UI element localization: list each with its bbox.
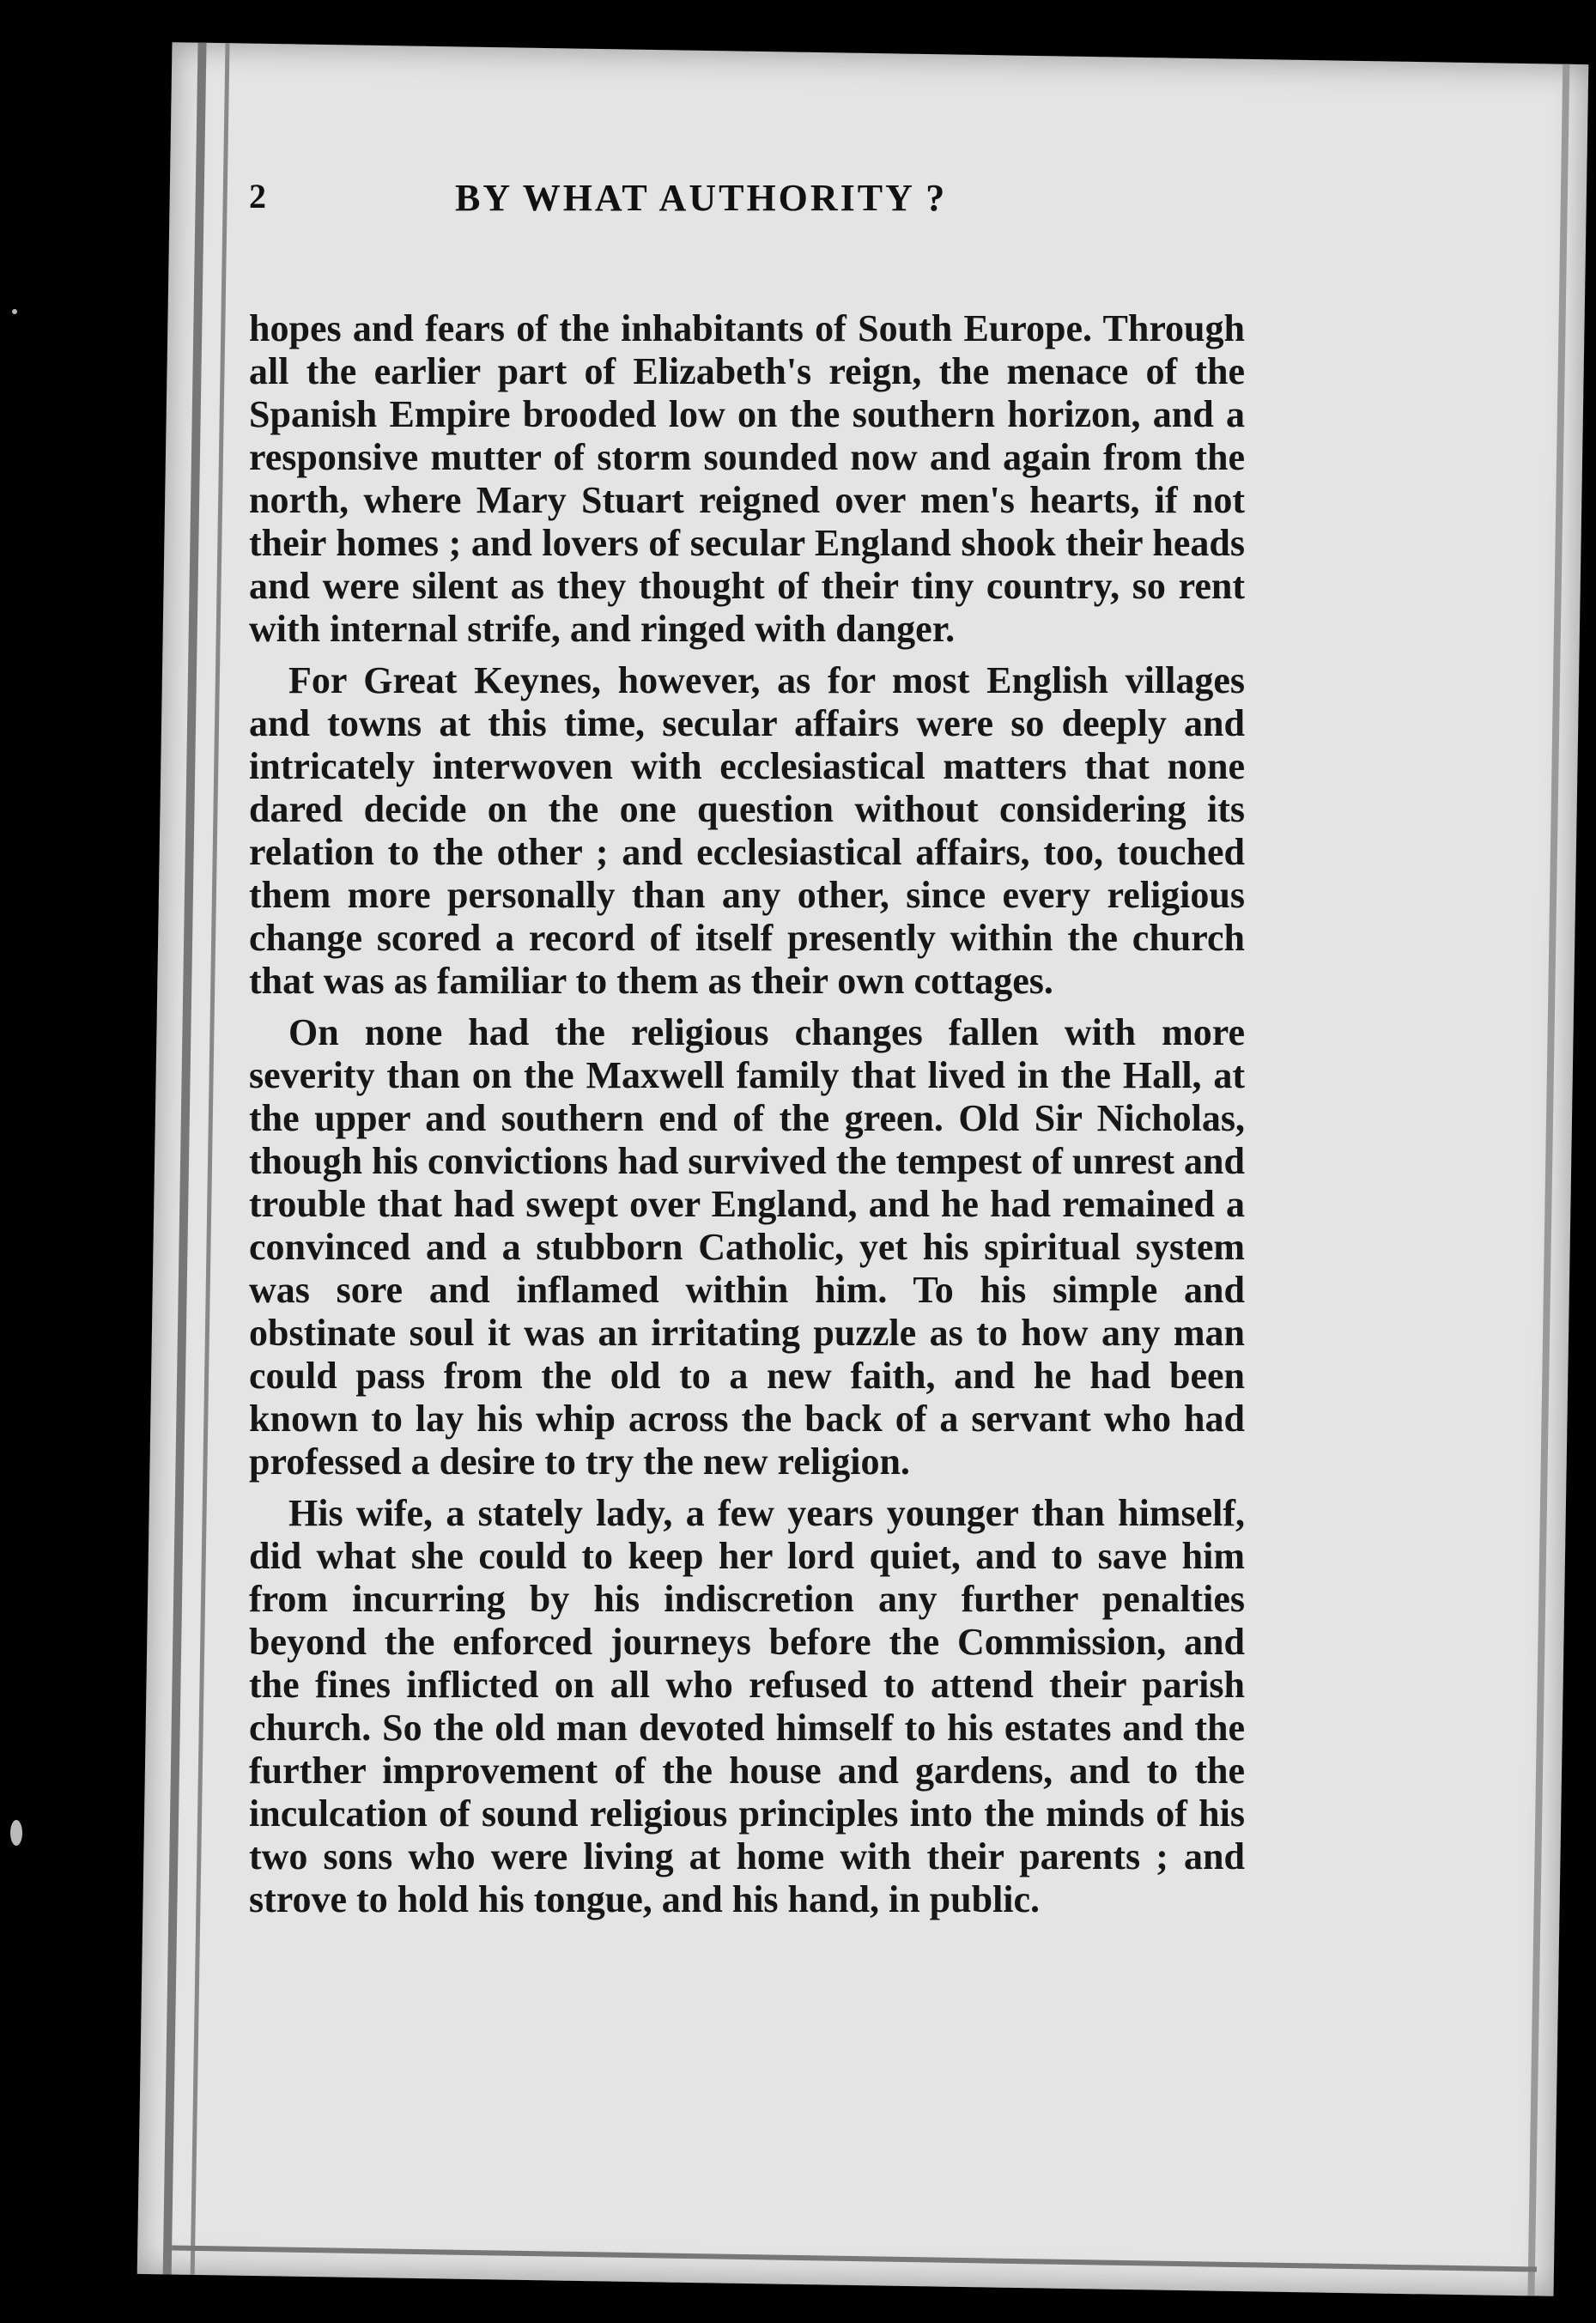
scan-speck [10, 1820, 22, 1846]
body-text [249, 307, 1245, 1930]
paragraph-4: His wife, a stately lady, a few years younger than himself, did what she could to keep her lord quiet, and to save him from incurring by his indiscretion any further penalties beyond the enforced journeys before the Commission, and the fines inflicted on all who refused to attend their parish church. So the old man devoted himself to his estates and the further improvement of the house and gardens, and to the inculcation of sound religious principles into the minds of his two sons who were living at home with their parents ; and strove to hold his tongue, and his hand, in public. [249, 1492, 1245, 1920]
page-header [249, 176, 1322, 227]
page-edge-left [163, 43, 207, 2275]
page-number: 2 [249, 177, 266, 215]
running-title: BY WHAT AUTHORITY ? [455, 177, 948, 219]
paragraph-1: hopes and fears of the inhabitants of South Europe. Through all the earlier part of Elizabeth's reign, the menace of the Spanish Empire brooded low on the southern horizon, and a responsive mutter of storm sounded now and again from the north, where Mary Stuart reigned over men's hearts, if not their homes ; and lovers of secular England shook their heads and were silent as they thought of their tiny country, so rent with internal strife, and ringed with danger. [249, 307, 1245, 650]
page-edge-right [1527, 64, 1569, 2296]
page-edge-bottom [172, 2246, 1537, 2272]
paragraph-3: On none had the religious changes fallen with more severity than on the Maxwell family that lived in the Hall, at the upper and southern end of the green. Old Sir Nicholas, though his convictions had survived the tempest of unrest and trouble that had swept over England, and he had remained a convinced and a stubborn Catholic, yet his spiritual system was sore and inflamed within him. To his simple and obstinate soul it was an irritating puzzle as to how any man could pass from the old to a new faith, and he had been known to lay his whip across the back of a servant who had professed a desire to try the new religion. [249, 1011, 1245, 1483]
paragraph-2: For Great Keynes, however, as for most English villages and towns at this time, secular affairs were so deeply and intricately interwoven with ecclesiastical matters that none dared decide on the one question without considering its relation to the other ; and ecclesiastical affairs, too, touched them more personally than any other, since every religious change scored a record of itself presently within the church that was as familiar to them as their own cottages. [249, 659, 1245, 1002]
scan-speck [12, 309, 17, 314]
